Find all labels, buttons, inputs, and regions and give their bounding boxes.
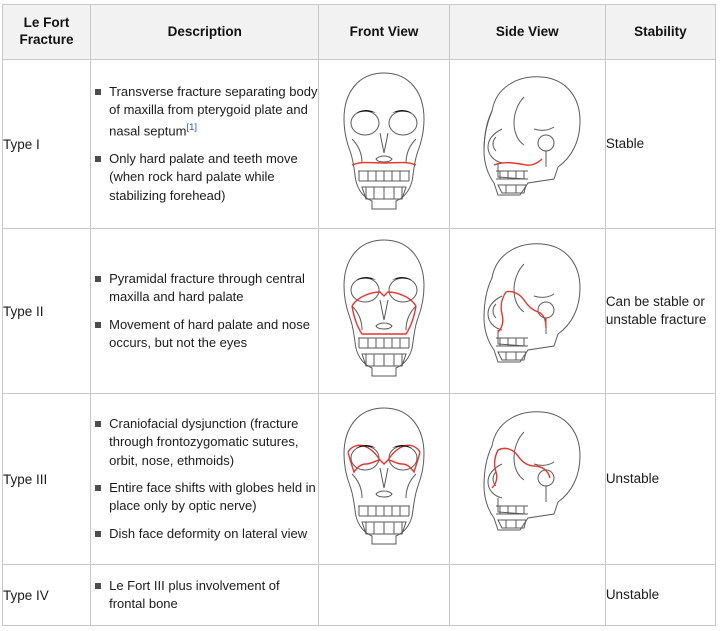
header-description: Description bbox=[91, 5, 319, 60]
skull-front-icon bbox=[328, 67, 440, 217]
row-description bbox=[91, 60, 319, 229]
table-header bbox=[3, 5, 716, 60]
list-item: Only hard palate and teeth move (when rock hard palate while stabilizing forehead) bbox=[91, 150, 318, 205]
side-view-cell bbox=[449, 229, 605, 394]
row-stability: Unstable bbox=[605, 394, 715, 565]
lefort-fracture-table bbox=[2, 4, 716, 626]
row-description bbox=[91, 229, 319, 394]
table-row bbox=[3, 394, 716, 565]
header-front-view: Front View bbox=[319, 5, 449, 60]
reference-superscript bbox=[186, 121, 197, 133]
front-view-cell bbox=[319, 60, 449, 229]
table-row bbox=[3, 60, 716, 229]
front-view-cell bbox=[319, 565, 449, 626]
skull-side-icon bbox=[458, 402, 596, 552]
list-item: Pyramidal fracture through central maxilla and hard palate bbox=[91, 270, 318, 307]
row-stability: Can be stable or unstable fracture bbox=[605, 229, 715, 394]
side-view-cell bbox=[449, 394, 605, 565]
table-body bbox=[3, 60, 716, 626]
list-item: Movement of hard palate and nose occurs, but not the eyes bbox=[91, 316, 318, 353]
front-view-cell bbox=[319, 394, 449, 565]
table-row bbox=[3, 229, 716, 394]
row-type-label: Type III bbox=[3, 394, 91, 565]
side-view-cell bbox=[449, 60, 605, 229]
skull-side-icon bbox=[458, 234, 596, 384]
skull-front-icon bbox=[328, 234, 440, 384]
header-row bbox=[3, 5, 716, 60]
list-item bbox=[91, 83, 318, 141]
table-row bbox=[3, 565, 716, 626]
list-item: Entire face shifts with globes held in place only by optic nerve) bbox=[91, 479, 318, 516]
skull-front-icon bbox=[328, 402, 440, 552]
row-stability: Stable bbox=[605, 60, 715, 229]
list-item: Craniofacial dysjunction (fracture through frontozygomatic sutures, orbit, nose, ethmoids) bbox=[91, 415, 318, 470]
header-stability: Stability bbox=[605, 5, 715, 60]
list-item: Dish face deformity on lateral view bbox=[91, 525, 318, 543]
row-type-label: Type II bbox=[3, 229, 91, 394]
row-description bbox=[91, 565, 319, 626]
row-stability: Unstable bbox=[605, 565, 715, 626]
reference-link[interactable]: [1] bbox=[186, 121, 197, 133]
lefort-fracture-table-container bbox=[2, 4, 718, 626]
list-item: Le Fort III plus involvement of frontal bone bbox=[91, 577, 318, 614]
row-type-label: Type I bbox=[3, 60, 91, 229]
header-lefort-fracture: Le Fort Fracture bbox=[3, 5, 91, 60]
side-view-cell bbox=[449, 565, 605, 626]
front-view-cell bbox=[319, 229, 449, 394]
row-type-label: Type IV bbox=[3, 565, 91, 626]
description-text: Transverse fracture separating body of maxilla from pterygoid plate and nasal septum bbox=[109, 83, 318, 139]
skull-side-icon bbox=[458, 67, 596, 217]
header-side-view: Side View bbox=[449, 5, 605, 60]
row-description bbox=[91, 394, 319, 565]
